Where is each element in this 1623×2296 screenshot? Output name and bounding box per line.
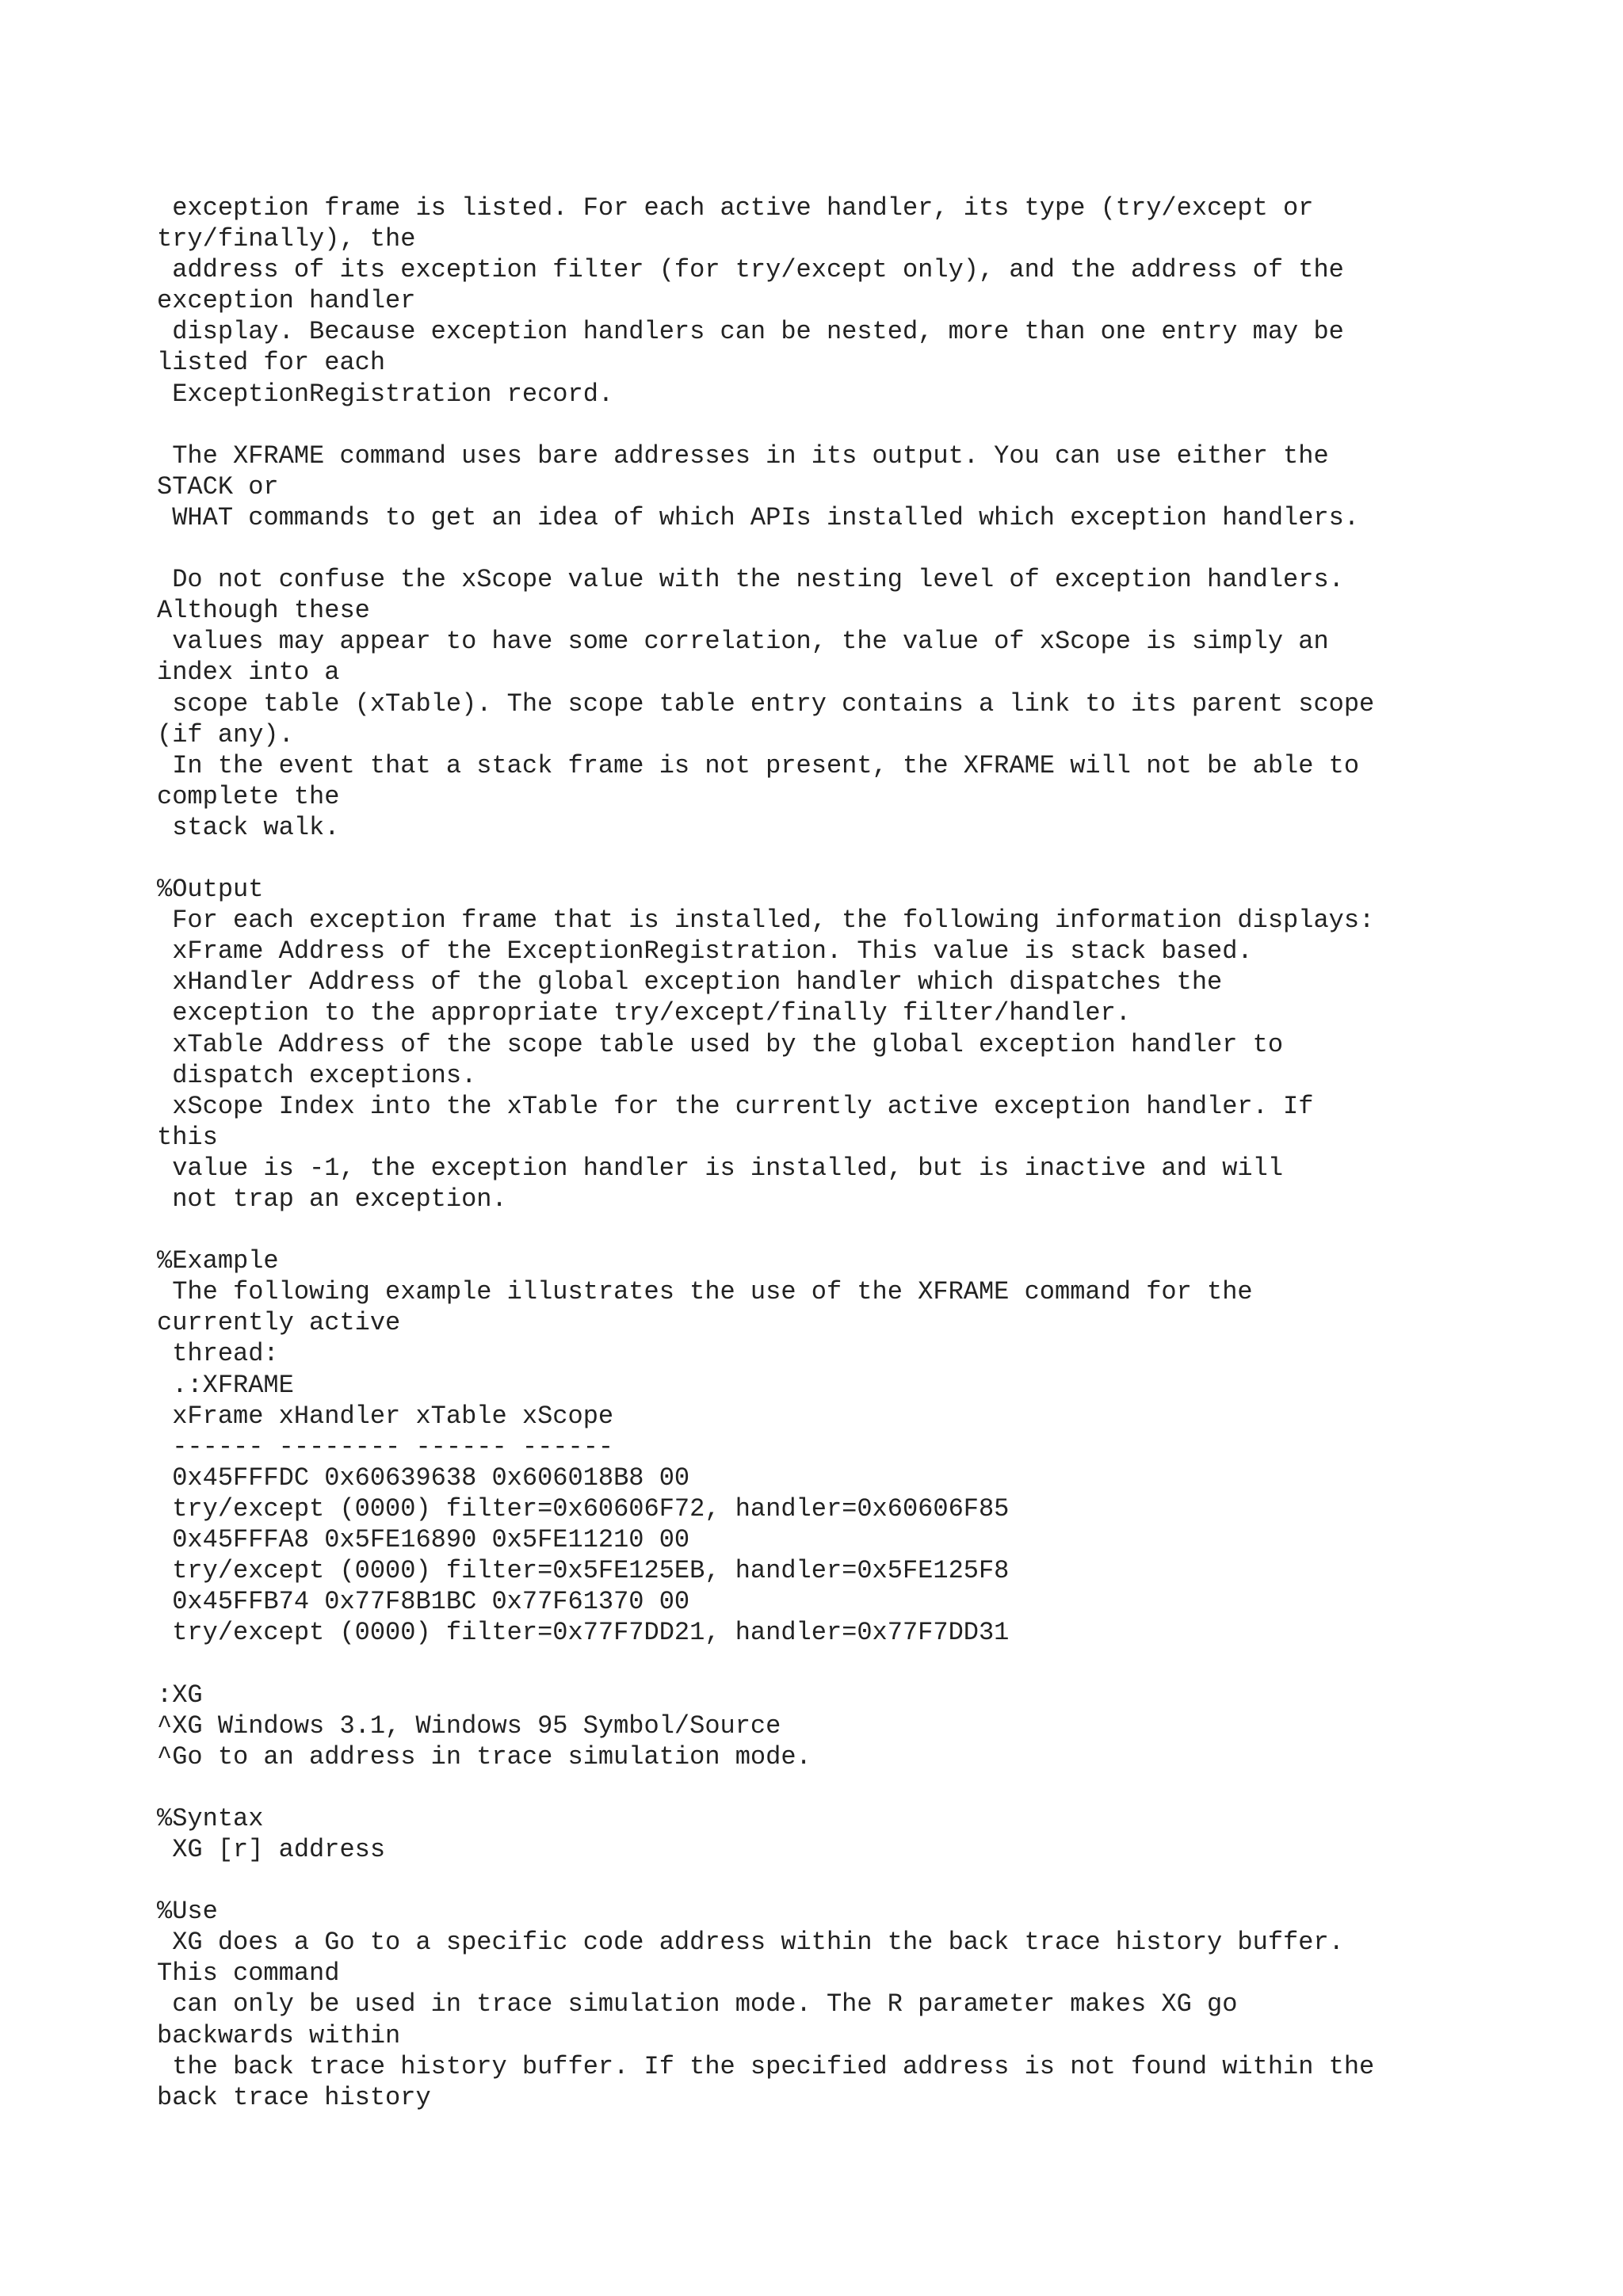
text-line: %Syntax bbox=[157, 1803, 264, 1833]
document-body bbox=[157, 193, 1583, 2113]
text-line: XG does a Go to a specific code address within the back trace history buffer. bbox=[157, 1928, 1344, 1958]
text-line: stack walk. bbox=[157, 812, 340, 842]
text-line: index into a bbox=[157, 658, 340, 688]
text-line: back trace history bbox=[157, 2082, 431, 2112]
text-line: this bbox=[157, 1122, 218, 1152]
text-line: currently active bbox=[157, 1308, 401, 1338]
text-line: %Use bbox=[157, 1897, 218, 1927]
text-line: %Output bbox=[157, 875, 264, 905]
text-line: ^XG Windows 3.1, Windows 95 Symbol/Source bbox=[157, 1711, 781, 1741]
text-line: STACK or bbox=[157, 471, 279, 502]
text-line: exception frame is listed. For each active handler, its type (try/except or bbox=[157, 193, 1314, 223]
text-line: For each exception frame that is installed, the following information displays: bbox=[157, 906, 1375, 936]
blank-line bbox=[157, 1215, 1583, 1245]
text-line: XG [r] address bbox=[157, 1834, 386, 1864]
text-line: This command bbox=[157, 1958, 340, 1989]
text-line: the back trace history buffer. If the specified address is not found within the bbox=[157, 2051, 1375, 2081]
text-line: %Example bbox=[157, 1246, 279, 1276]
text-line: backwards within bbox=[157, 2020, 401, 2050]
text-line: xHandler Address of the global exception handler which dispatches the bbox=[157, 967, 1223, 997]
text-line: xFrame xHandler xTable xScope bbox=[157, 1401, 614, 1431]
blank-line bbox=[157, 1648, 1583, 1679]
text-line: WHAT commands to get an idea of which APIs installed which exception handlers. bbox=[157, 502, 1360, 532]
text-line: :XG bbox=[157, 1680, 203, 1710]
text-line: try/finally), the bbox=[157, 224, 416, 254]
blank-line bbox=[157, 410, 1583, 441]
text-line: exception handler bbox=[157, 286, 416, 316]
text-line: display. Because exception handlers can be nested, more than one entry may be bbox=[157, 317, 1344, 347]
blank-line bbox=[157, 1865, 1583, 1896]
text-line: 0x45FFB74 0x77F8B1BC 0x77F61370 00 bbox=[157, 1587, 690, 1617]
blank-line bbox=[157, 1772, 1583, 1803]
text-line: 0x45FFFDC 0x60639638 0x606018B8 00 bbox=[157, 1463, 690, 1493]
text-line: thread: bbox=[157, 1339, 279, 1369]
text-line: The XFRAME command uses bare addresses in its output. You can use either the bbox=[157, 441, 1329, 471]
text-line: ^Go to an address in trace simulation mode. bbox=[157, 1741, 812, 1772]
text-line: not trap an exception. bbox=[157, 1184, 507, 1214]
blank-line bbox=[157, 843, 1583, 874]
text-line: In the event that a stack frame is not present, the XFRAME will not be able to bbox=[157, 750, 1360, 780]
text-line: scope table (xTable). The scope table entry contains a link to its parent scope bbox=[157, 688, 1375, 719]
text-line: (if any). bbox=[157, 719, 294, 749]
text-line: address of its exception filter (for try/except only), and the address of the bbox=[157, 255, 1344, 285]
blank-line bbox=[157, 533, 1583, 564]
text-line: try/except (0000) filter=0x77F7DD21, handler=0x77F7DD31 bbox=[157, 1618, 1010, 1648]
text-line: The following example illustrates the use of the XFRAME command for the bbox=[157, 1277, 1253, 1307]
text-line: try/except (0000) filter=0x60606F72, handler=0x60606F85 bbox=[157, 1493, 1010, 1524]
text-line: can only be used in trace simulation mode. The R parameter makes XG go bbox=[157, 1989, 1238, 2019]
text-line: Do not confuse the xScope value with the nesting level of exception handlers. bbox=[157, 565, 1344, 595]
text-line: dispatch exceptions. bbox=[157, 1060, 477, 1090]
text-line: values may appear to have some correlation, the value of xScope is simply an bbox=[157, 627, 1329, 657]
text-line: try/except (0000) filter=0x5FE125EB, handler=0x5FE125F8 bbox=[157, 1556, 1010, 1586]
text-line: value is -1, the exception handler is installed, but is inactive and will bbox=[157, 1153, 1284, 1183]
text-line: xTable Address of the scope table used by the global exception handler to bbox=[157, 1029, 1284, 1059]
text-line: xScope Index into the xTable for the currently active exception handler. If bbox=[157, 1091, 1314, 1121]
text-line: exception to the appropriate try/except/finally filter/handler. bbox=[157, 998, 1131, 1028]
text-line: Although these bbox=[157, 596, 370, 626]
text-line: complete the bbox=[157, 781, 340, 811]
text-line: listed for each bbox=[157, 348, 386, 378]
text-line: ------ -------- ------ ------ bbox=[157, 1432, 614, 1462]
text-line: .:XFRAME bbox=[157, 1370, 294, 1400]
text-line: 0x45FFFA8 0x5FE16890 0x5FE11210 00 bbox=[157, 1525, 690, 1555]
text-line: ExceptionRegistration record. bbox=[157, 379, 614, 409]
text-line: xFrame Address of the ExceptionRegistration. This value is stack based. bbox=[157, 936, 1253, 967]
